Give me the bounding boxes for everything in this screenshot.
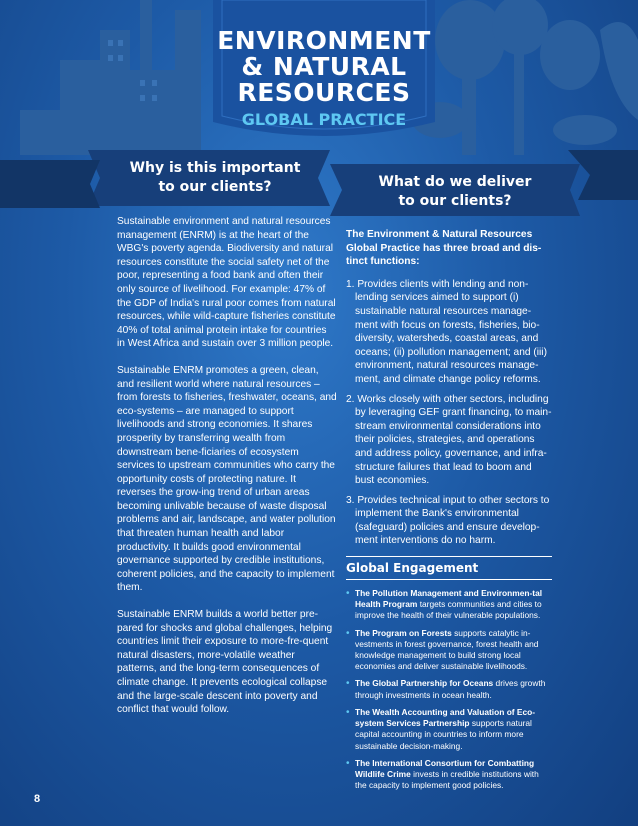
left-paragraph: Sustainable environment and natural resources management (ENRM) is at the heart of the WBG's poverty agenda. Biodiversity and natural resources constitute the social safety net of the poor, representing a food bank and often their only source of livelihood. For example: 47% of the GDP of India's rural poor comes from natural resources, while wild-capture fisheries constitute 40% of total animal protein intake for countries in West Africa and sustain over 3 million people.: [117, 216, 336, 350]
left-column: [117, 215, 337, 730]
right-ribbon-line-2: to our clients?: [398, 193, 512, 209]
engagement-item-text: drives growth through investments in ocean health.: [355, 678, 546, 700]
engagement-item-title: The Wealth Accounting and Valuation of Eco-system Services Partnership: [355, 706, 536, 729]
badge-title-line-3: RESOURCES: [237, 78, 411, 107]
title-badge: [213, 0, 435, 142]
city-silhouette-icon: [20, 0, 201, 155]
badge-title-line-2: & NATURAL: [241, 52, 407, 81]
engagement-item: [346, 588, 552, 622]
engagement-item-title: The International Consortium for Combatting Wildlife Crime: [355, 757, 535, 779]
engagement-item-text: targets communities and cities to improve the health of their vulnerable populations.: [355, 599, 542, 621]
left-ribbon-line-2: to our clients?: [158, 179, 272, 195]
engagement-item: [346, 628, 552, 673]
engagement-item-title: The Program on Forests: [355, 627, 452, 638]
function-item: 3. Provides technical input to other sectors to implement the Bank's environmental (safeguard) policies and ensure develop-ment interventions do no harm.: [346, 494, 550, 547]
engagement-item-text: supports natural capital accounting in countries to inform more sustainable decision-making.: [355, 718, 532, 751]
page-number: 8: [34, 793, 41, 805]
engagement-item: [346, 758, 552, 792]
engagement-item: [346, 707, 552, 752]
functions-intro: The Environment & Natural Resources Global Practice has three broad and dis-tinct functions:: [346, 229, 542, 268]
badge-title-line-1: ENVIRONMENT: [217, 26, 431, 55]
left-paragraph: Sustainable ENRM builds a world better pre-pared for shocks and global challenges, helping countries limit their exposure to more-fre-quent natural disasters, more-volatile weather patterns, and the long-term consequences of climate change. It prevents ecological collapse and the large-scale descent into poverty and conflict that would follow.: [117, 609, 333, 716]
left-paragraph: Sustainable ENRM promotes a green, clean, and resilient world where natural resources – from forests to fisheries, freshwater, oceans, and eco-systems – are managed to support livelihoods and strong economies. It shares prosperity by transferring wealth from downstream bene-ficiaries of ecosystem services to upstream communities who carry the opportunity costs of protecting nature. It reverses the grow-ing trend of urban areas becoming unlivable because of waste disposal problems and air, landscape, and water pollution that threaten human health and labor productivity. It builds good environmental governance supported by credible institutions, coherent policies, and the capacity to implement them.: [117, 364, 337, 594]
engagement-list: [346, 588, 552, 791]
function-item: 1. Provides clients with lending and non-lending services aimed to support (i) sustainable natural resources manage-ment with focus on forests, fisheries, bio-diversity, watersheds, coastal areas, and oceans; (ii) pollution management; and (iii) environment, natural resources manage-ment, and climate change policy reforms.: [346, 278, 547, 385]
left-ribbon-line-1: Why is this important: [129, 160, 301, 176]
engagement-item-text: supports catalytic in-vestments in forest governance, forest health and knowledge management to build strong local economies and deliver sustainable livelihoods.: [355, 627, 539, 672]
function-item: 2. Works closely with other sectors, including by leveraging GEF grant financing, to main-stream environmental considerations into their policies, strategies, and operations and address policy, governance, and infra-structure failures that lead to boom and bust economies.: [346, 393, 552, 487]
engagement-item-title: The Pollution Management and Environmen-tal Health Program: [355, 588, 543, 610]
global-engagement-heading: Global Engagement: [346, 556, 552, 580]
engagement-item-title: The Global Partnership for Oceans: [355, 678, 494, 689]
right-column: [346, 228, 552, 797]
left-ribbon: [100, 152, 330, 204]
badge-subtitle: GLOBAL PRACTICE: [241, 110, 407, 129]
engagement-item-text: invests in credible institutions with the capacity to implement good policies.: [355, 768, 539, 791]
right-ribbon-line-1: What do we deliver: [378, 174, 532, 190]
engagement-item: [346, 678, 552, 700]
right-ribbon: [340, 166, 570, 218]
nature-silhouette-icon: [412, 0, 638, 155]
